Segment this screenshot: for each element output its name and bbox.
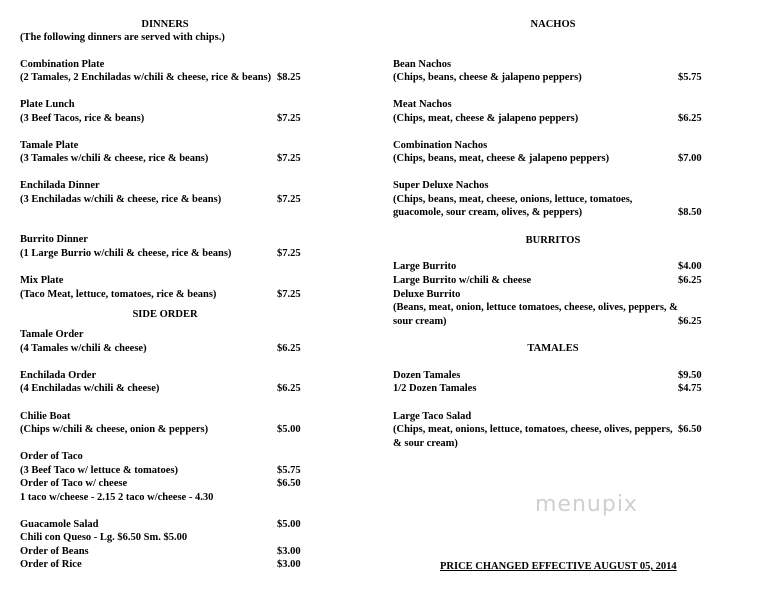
price-change-notice: PRICE CHANGED EFFECTIVE AUGUST 05, 2014 xyxy=(440,561,677,572)
menu-item-price: $6.25 xyxy=(277,343,301,354)
menu-item-name: Tamale Plate xyxy=(20,140,79,151)
menu-item-desc: 1 taco w/cheese - 2.15 2 taco w/cheese - 4.30 xyxy=(20,492,214,503)
menu-item-price: $5.75 xyxy=(678,72,702,83)
menu-item-price: $6.50 xyxy=(678,424,702,435)
watermark-logo: menupix xyxy=(535,492,638,517)
burritos-heading: BURRITOS xyxy=(525,235,581,246)
menu-item-name: Deluxe Burrito xyxy=(393,289,461,300)
menu-item-name: Mix Plate xyxy=(20,275,64,286)
menu-item-desc: (4 Enchiladas w/chili & cheese) xyxy=(20,383,160,394)
menu-item-price: $5.00 xyxy=(277,519,301,530)
menu-item-desc: (Chips w/chili & cheese, onion & peppers) xyxy=(20,424,209,435)
menu-item-name: Meat Nachos xyxy=(393,99,452,110)
menu-item-desc: (Beans, meat, onion, lettuce tomatoes, cheese, olives, peppers, & xyxy=(393,302,678,313)
menu-item-name: Order of Taco xyxy=(20,451,83,462)
menu-item-price: $6.25 xyxy=(678,316,702,327)
menu-item-name: Enchilada Dinner xyxy=(20,180,100,191)
menu-item-desc: (3 Beef Tacos, rice & beans) xyxy=(20,113,145,124)
menu-item-desc: (2 Tamales, 2 Enchiladas w/chili & cheese, rice & beans) xyxy=(20,72,272,83)
menu-item-desc: (Chips, beans, meat, cheese & jalapeno peppers) xyxy=(393,153,610,164)
menu-item-price: $8.50 xyxy=(678,207,702,218)
menu-item-desc: & sour cream) xyxy=(393,438,458,449)
menu-item-name: Dozen Tamales xyxy=(393,370,461,381)
menu-item-desc: Order of Taco w/ cheese xyxy=(20,478,128,489)
menu-item-name: Order of Beans xyxy=(20,546,89,557)
menu-item-desc: (3 Tamales w/chili & cheese, rice & beans) xyxy=(20,153,209,164)
menu-item-price: $7.25 xyxy=(277,194,301,205)
menu-item-price: $7.25 xyxy=(277,113,301,124)
menu-item-name: Burrito Dinner xyxy=(20,234,88,245)
menu-item-price: $7.25 xyxy=(277,248,301,259)
menu-item-price: $6.25 xyxy=(678,113,702,124)
menu-item-name: Enchilada Order xyxy=(20,370,97,381)
menu-item-price: $5.75 xyxy=(277,465,301,476)
menu-item-desc: (1 Large Burrio w/chili & cheese, rice & beans) xyxy=(20,248,232,259)
menu-item-name: Tamale Order xyxy=(20,329,84,340)
menu-item-desc: (Taco Meat, lettuce, tomatoes, rice & beans) xyxy=(20,289,217,300)
menu-item-name: Large Burrito xyxy=(393,261,457,272)
menu-item-desc: (Chips, meat, cheese & jalapeno peppers) xyxy=(393,113,579,124)
menu-item-price: $3.00 xyxy=(277,559,301,570)
menu-item-desc: (3 Beef Taco w/ lettuce & tomatoes) xyxy=(20,465,179,476)
dinners-note: (The following dinners are served with chips.) xyxy=(20,32,225,43)
menu-item-desc: sour cream) xyxy=(393,316,447,327)
menu-item-name: 1/2 Dozen Tamales xyxy=(393,383,477,394)
menu-item-name: Order of Rice xyxy=(20,559,82,570)
menu-item-price: $8.25 xyxy=(277,72,301,83)
left-column xyxy=(20,0,310,594)
menu-item-name: Combination Nachos xyxy=(393,140,488,151)
menu-item-name: Plate Lunch xyxy=(20,99,75,110)
menu-item-price: $9.50 xyxy=(678,370,702,381)
menu-item-name: Combination Plate xyxy=(20,59,105,70)
menu-item-price: $4.75 xyxy=(678,383,702,394)
menu-item-name: Large Burrito w/chili & cheese xyxy=(393,275,532,286)
menu-item-name: Super Deluxe Nachos xyxy=(393,180,489,191)
menu-item-desc: Chili con Queso - Lg. $6.50 Sm. $5.00 xyxy=(20,532,188,543)
menu-item-desc: (Chips, beans, cheese & jalapeno peppers) xyxy=(393,72,582,83)
nachos-heading: NACHOS xyxy=(530,19,576,30)
menu-item-price: $6.50 xyxy=(277,478,301,489)
menu-item-desc: guacomole, sour cream, olives, & peppers) xyxy=(393,207,583,218)
dinners-heading: DINNERS xyxy=(141,19,189,30)
tamales-heading: TAMALES xyxy=(527,343,579,354)
menu-item-desc: (3 Enchiladas w/chili & cheese, rice & beans) xyxy=(20,194,222,205)
menu-item-price: $7.00 xyxy=(678,153,702,164)
menu-item-name: Chilie Boat xyxy=(20,411,71,422)
menu-item-price: $6.25 xyxy=(678,275,702,286)
menu-item-name: Guacamole Salad xyxy=(20,519,99,530)
menu-item-price: $4.00 xyxy=(678,261,702,272)
menu-item-price: $6.25 xyxy=(277,383,301,394)
menu-item-price: $7.25 xyxy=(277,153,301,164)
menu-item-desc: (Chips, beans, meat, cheese, onions, lettuce, tomatoes, xyxy=(393,194,633,205)
menu-item-price: $5.00 xyxy=(277,424,301,435)
menu-item-price: $7.25 xyxy=(277,289,301,300)
menu-item-name: Large Taco Salad xyxy=(393,411,472,422)
menu-item-price: $3.00 xyxy=(277,546,301,557)
menu-item-desc: (Chips, meat, onions, lettuce, tomatoes, cheese, olives, peppers, xyxy=(393,424,673,435)
menu-item-name: Bean Nachos xyxy=(393,59,452,70)
side-order-heading: SIDE ORDER xyxy=(132,309,198,320)
menu-item-desc: (4 Tamales w/chili & cheese) xyxy=(20,343,147,354)
